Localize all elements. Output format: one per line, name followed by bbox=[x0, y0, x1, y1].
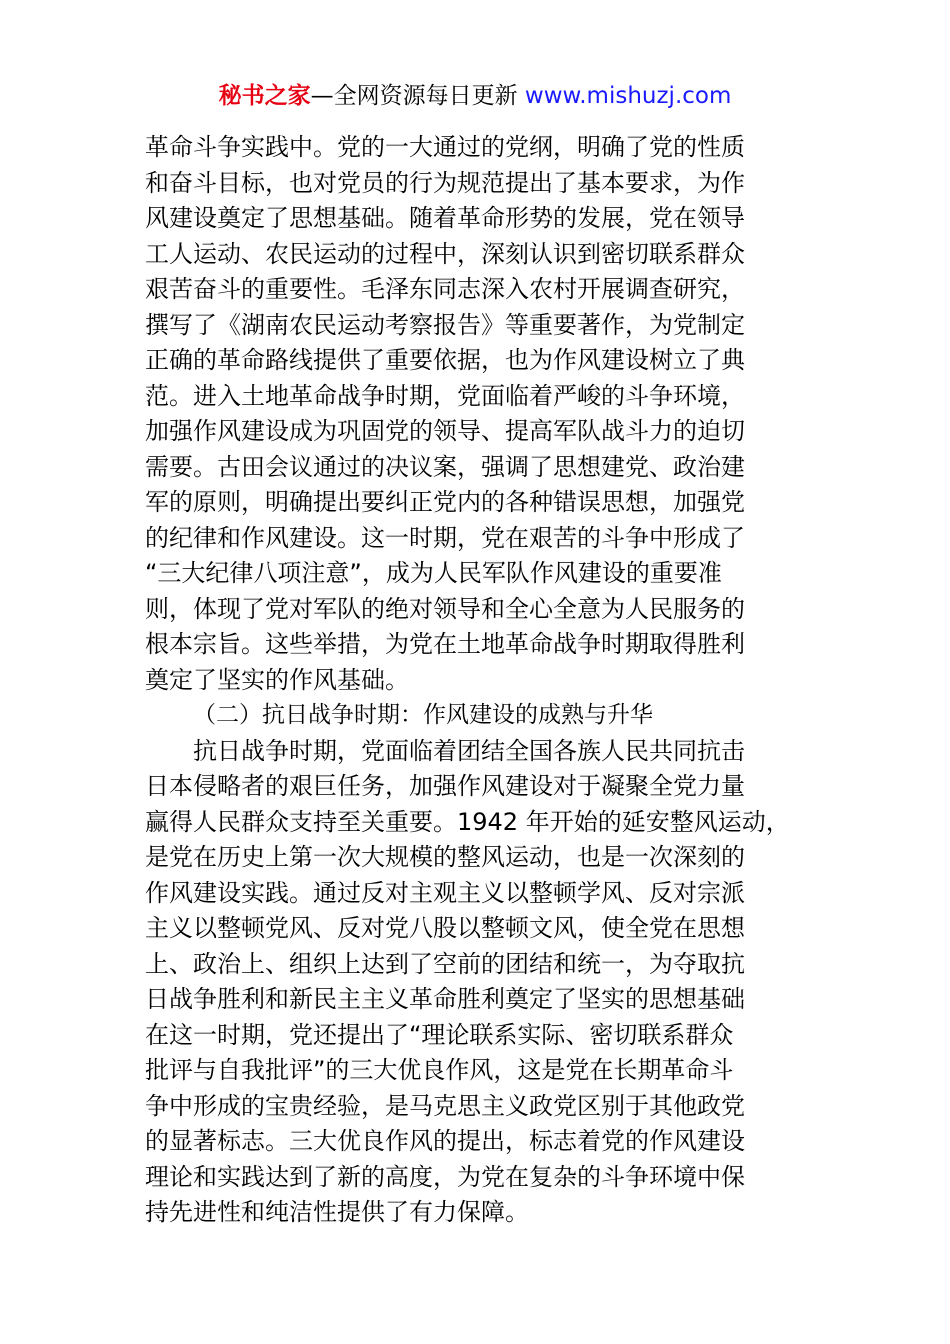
paragraph-line: 争中形成的宝贵经验，是马克思主义政党区别于其他政党 bbox=[145, 1091, 745, 1120]
site-brand: 秘书之家 bbox=[218, 83, 311, 109]
paragraph-line: 撰写了《湖南农民运动考察报告》等重要著作，为党制定 bbox=[145, 310, 745, 339]
paragraph-line: 范。进入土地革命战争时期，党面临着严峻的斗争环境， bbox=[145, 381, 745, 410]
paragraph-line: 艰苦奋斗的重要性。毛泽东同志深入农村开展调查研究， bbox=[145, 275, 745, 303]
paragraph-line: 批评与自我批评”的三大优良作风，这是党在长期革命斗 bbox=[145, 1056, 734, 1084]
paragraph-line: 奠定了坚实的作风基础。 bbox=[145, 665, 409, 694]
paragraph-line: 日本侵略者的艰巨任务，加强作风建设对于凝聚全党力量 bbox=[145, 772, 745, 800]
paragraph-line: 主义以整顿党风、反对党八股以整顿文风，使全党在思想 bbox=[145, 914, 745, 942]
document-body bbox=[145, 130, 810, 1231]
paragraph-line: 在这一时期，党还提出了“理论联系实际、密切联系群众 bbox=[145, 1020, 734, 1049]
site-tagline: —全网资源每日更新 bbox=[310, 83, 518, 109]
paragraph-line: 风建设奠定了思想基础。随着革命形势的发展，党在领导 bbox=[145, 204, 745, 232]
paragraph-line: 日战争胜利和新民主主义革命胜利奠定了坚实的思想基础 bbox=[145, 985, 745, 1013]
paragraph-line: 和奋斗目标，也对党员的行为规范提出了基本要求，为作 bbox=[145, 168, 745, 197]
paragraph-line: 军的原则，明确提出要纠正党内的各种错误思想，加强党 bbox=[145, 488, 745, 516]
paragraph-line: 革命斗争实践中。党的一大通过的党纲，明确了党的性质 bbox=[145, 133, 745, 161]
section-heading: （二）抗日战争时期：作风建设的成熟与升华 bbox=[193, 702, 653, 728]
paragraph-line: 加强作风建设成为巩固党的领导、提高军队战斗力的迫切 bbox=[145, 417, 745, 445]
paragraph-line: 正确的革命路线提供了重要依据，也为作风建设树立了典 bbox=[145, 346, 745, 374]
paragraph-line: 的显著标志。三大优良作风的提出，标志着党的作风建设 bbox=[145, 1127, 745, 1155]
paragraph-line: 则，体现了党对军队的绝对领导和全心全意为人民服务的 bbox=[145, 594, 745, 623]
paragraph-line: 作风建设实践。通过反对主观主义以整顿学风、反对宗派 bbox=[145, 878, 745, 907]
paragraph-line: “三大纪律八项注意”，成为人民军队作风建设的重要准 bbox=[145, 559, 722, 587]
paragraph-line: 工人运动、农民运动的过程中，深刻认识到密切联系群众 bbox=[145, 239, 745, 268]
paragraph-line: 持先进性和纯洁性提供了有力保障。 bbox=[145, 1198, 529, 1226]
site-url-link[interactable]: www.mishuzj.com bbox=[524, 83, 732, 109]
paragraph-line: 理论和实践达到了新的高度，为党在复杂的斗争环境中保 bbox=[145, 1162, 745, 1191]
site-header bbox=[0, 80, 950, 112]
paragraph-line: 上、政治上、组织上达到了空前的团结和统一，为夺取抗 bbox=[145, 949, 745, 978]
paragraph-line: 抗日战争时期，党面临着团结全国各族人民共同抗击 bbox=[193, 736, 745, 765]
paragraph-line: 是党在历史上第一次大规模的整风运动，也是一次深刻的 bbox=[145, 843, 745, 871]
paragraph-line: 根本宗旨。这些举措，为党在土地革命战争时期取得胜利 bbox=[145, 630, 745, 658]
paragraph-line: 需要。古田会议通过的决议案，强调了思想建党、政治建 bbox=[145, 452, 745, 481]
paragraph-line: 赢得人民群众支持至关重要。1942 年开始的延安整风运动， bbox=[145, 807, 790, 836]
paragraph-line: 的纪律和作风建设。这一时期，党在艰苦的斗争中形成了 bbox=[145, 523, 745, 552]
